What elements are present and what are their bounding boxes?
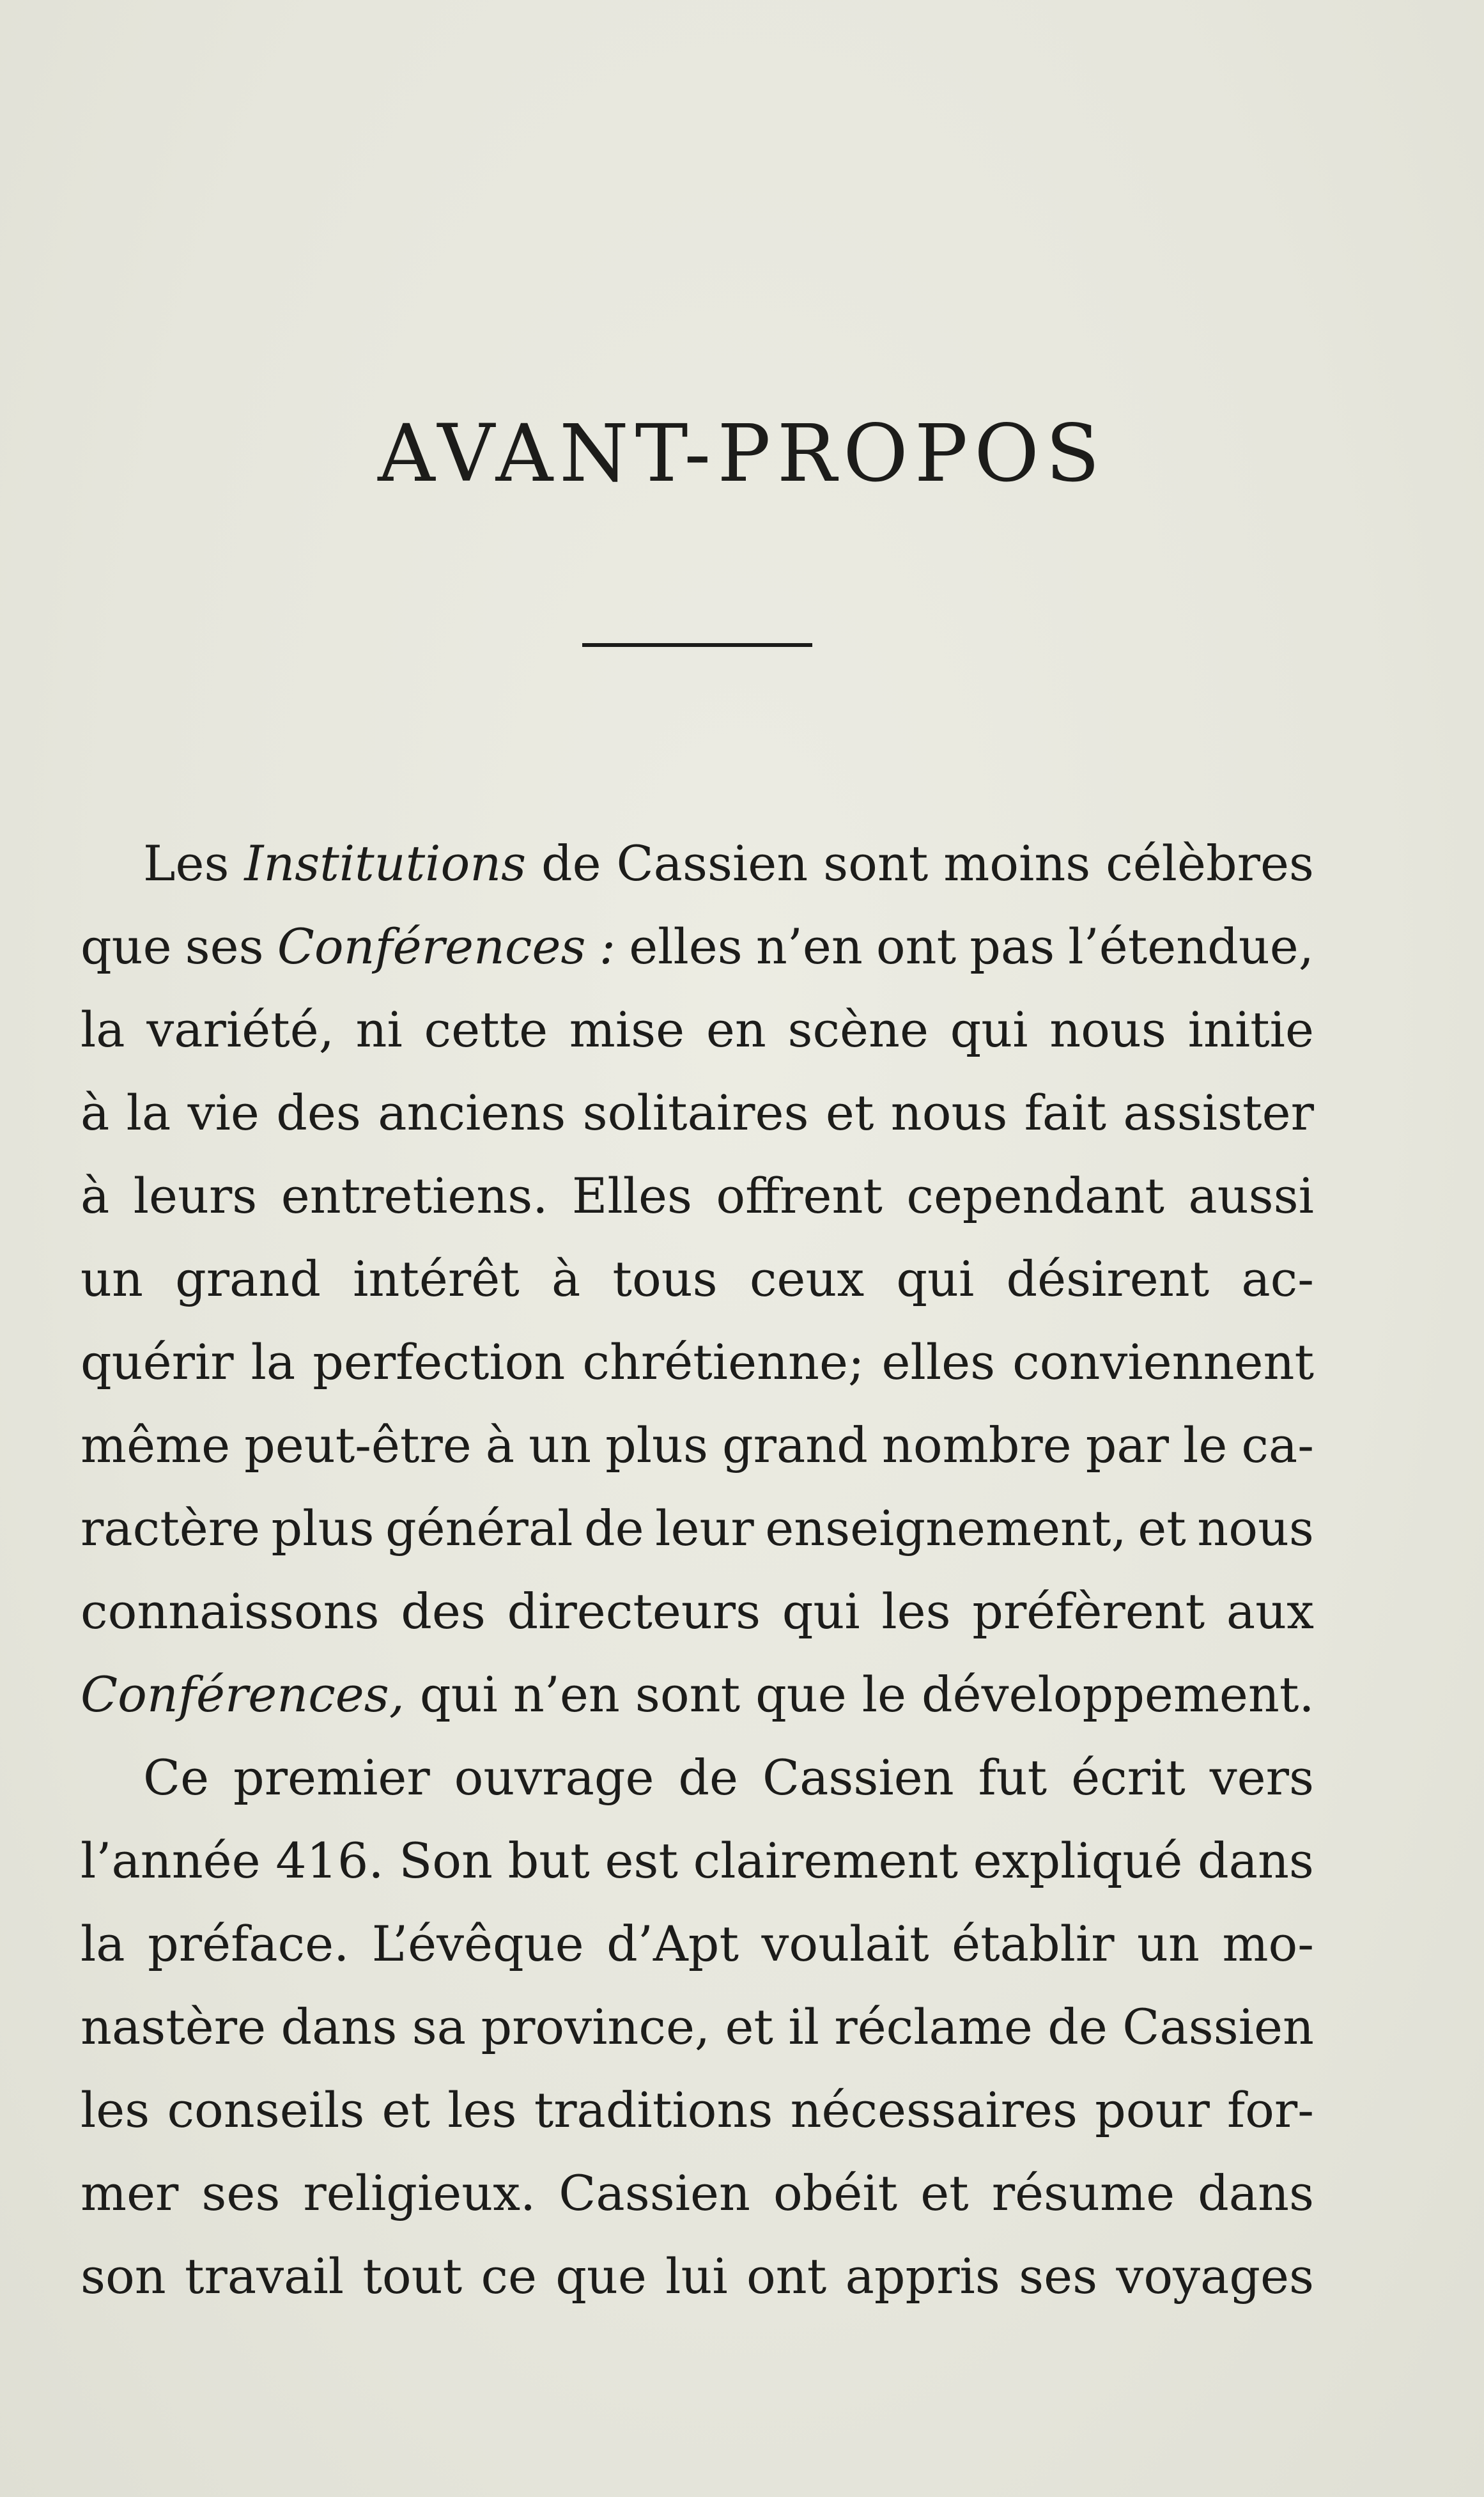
word: lui [665, 2248, 728, 2305]
word: fut [978, 1749, 1047, 1806]
word: un [529, 1417, 592, 1474]
word: : [599, 918, 616, 975]
word: voulait [761, 1915, 929, 1972]
word: les [881, 1583, 951, 1640]
word: vers [1209, 1749, 1314, 1806]
text-line [81, 2152, 1314, 2235]
word: aussi [1188, 1167, 1314, 1224]
word: ni [355, 1001, 403, 1058]
text-line [81, 988, 1314, 1071]
word: voyages [1116, 2248, 1314, 2305]
word: travail [185, 2248, 344, 2305]
word: grand [175, 1250, 321, 1307]
text-line [81, 1653, 1314, 1736]
word: et [382, 2081, 431, 2138]
word: dans [281, 1998, 398, 2055]
text-line [81, 1404, 1314, 1487]
text-line [81, 1238, 1314, 1321]
word: moins [943, 835, 1091, 892]
word: 416. [275, 1832, 384, 1889]
word: mo- [1222, 1915, 1314, 1972]
word: que [81, 918, 172, 975]
word: assister [1123, 1084, 1314, 1141]
word: fait [1024, 1084, 1107, 1141]
word: ceux [749, 1250, 865, 1307]
word: religieux. [303, 2165, 536, 2221]
word: n’en [755, 918, 863, 975]
word: cette [424, 1001, 548, 1058]
word: général [385, 1500, 573, 1557]
word: leurs [133, 1167, 258, 1224]
word: ses [185, 918, 264, 975]
word: Les [143, 835, 229, 892]
word: Cassien [1122, 1998, 1314, 2055]
word: sont [635, 1666, 741, 1723]
word: obéit [773, 2165, 898, 2221]
word: grand [722, 1417, 868, 1474]
word: nastère [81, 1998, 267, 2055]
word: ractère [81, 1500, 261, 1557]
word: la [81, 1915, 125, 1972]
word: même [81, 1417, 231, 1474]
word: en [706, 1001, 766, 1058]
word: enseignement, [765, 1500, 1127, 1557]
word: par [1085, 1417, 1169, 1474]
word: et [725, 1998, 773, 2055]
word: écrit [1071, 1749, 1186, 1806]
word: nous [1197, 1500, 1314, 1557]
word: plus [271, 1500, 375, 1557]
word: anciens [378, 1084, 566, 1141]
text-line [81, 1071, 1314, 1155]
word: province, [481, 1998, 711, 2055]
text-line [81, 1321, 1314, 1404]
word: qui [782, 1583, 860, 1640]
word: ont [876, 918, 957, 975]
word: initie [1187, 1001, 1314, 1058]
word: célèbres [1106, 835, 1314, 892]
word: leur [655, 1500, 754, 1557]
word: ce [481, 2248, 537, 2305]
word: intérêt [353, 1250, 520, 1307]
word: Cassien [616, 835, 808, 892]
title-divider [582, 643, 812, 647]
word: désirent [1006, 1250, 1210, 1307]
word: la [126, 1084, 171, 1141]
text-line [81, 1487, 1314, 1570]
word: Cassien [762, 1749, 954, 1806]
text-line [81, 2069, 1314, 2152]
word: peut-être [244, 1417, 472, 1474]
word: entretiens. [281, 1167, 548, 1224]
word: réclame [834, 1998, 1033, 2055]
word: vie [187, 1084, 259, 1141]
word: ses [1019, 2248, 1098, 2305]
word: de [678, 1749, 739, 1806]
word: résume [991, 2165, 1175, 2221]
word: l’année [81, 1832, 261, 1889]
word: n’en [513, 1666, 620, 1723]
word: à [81, 1084, 110, 1141]
word: Conférences [277, 918, 586, 975]
word: solitaires [582, 1084, 809, 1141]
page-title: AVANT-PROPOS [378, 408, 1106, 500]
word: qui [896, 1250, 975, 1307]
word: nécessaires [790, 2081, 1078, 2138]
text-line [81, 822, 1314, 905]
word: dans [1198, 2165, 1314, 2221]
word: à [551, 1250, 581, 1307]
word: que [755, 1666, 847, 1723]
word: développement. [921, 1666, 1315, 1723]
word: il [788, 1998, 819, 2055]
word: et [825, 1084, 874, 1141]
word: aux [1226, 1583, 1314, 1640]
word: nous [1049, 1001, 1166, 1058]
word: tous [612, 1250, 718, 1307]
text-line [81, 905, 1314, 988]
word: elles [629, 918, 743, 975]
word: Elles [571, 1167, 692, 1224]
word: appris [845, 2248, 1000, 2305]
word: tout [362, 2248, 463, 2305]
word: perfection [313, 1334, 566, 1390]
word: est [605, 1832, 678, 1889]
word: Institutions [244, 835, 527, 892]
word: des [276, 1084, 361, 1141]
word: directeurs [507, 1583, 761, 1640]
word: son [81, 2248, 166, 2305]
word: la [251, 1334, 296, 1390]
word: nombre [881, 1417, 1072, 1474]
text-line [81, 2235, 1314, 2318]
word: d’Apt [607, 1915, 739, 1972]
word: de [1047, 1998, 1108, 2055]
word: quérir [81, 1334, 234, 1390]
text-line [81, 1570, 1314, 1653]
word: préface. [148, 1915, 350, 1972]
word: clairement [693, 1832, 958, 1889]
word: cependant [906, 1167, 1164, 1224]
word: des [401, 1583, 486, 1640]
word: Conférences, [81, 1666, 405, 1723]
word: et [920, 2165, 969, 2221]
word: ca- [1241, 1417, 1314, 1474]
word: expliqué [973, 1832, 1183, 1889]
word: connaissons [81, 1583, 380, 1640]
word: plus [605, 1417, 708, 1474]
text-line [81, 1155, 1314, 1238]
word: elles [881, 1334, 996, 1390]
word: un [81, 1250, 143, 1307]
word: variété, [146, 1001, 334, 1058]
word: ac- [1241, 1250, 1314, 1307]
word: Son [399, 1832, 493, 1889]
word: L’évêque [371, 1915, 584, 1972]
word: ouvrage [454, 1749, 654, 1806]
word: pas [970, 918, 1055, 975]
word: les [81, 2081, 150, 2138]
word: dans [1198, 1832, 1314, 1889]
word: conviennent [1012, 1334, 1314, 1390]
word: mer [81, 2165, 179, 2221]
body-text [81, 822, 1314, 2318]
word: premier [233, 1749, 430, 1806]
word: la [81, 1001, 125, 1058]
word: le [1183, 1417, 1228, 1474]
word: but [507, 1832, 590, 1889]
word: chrétienne; [582, 1334, 865, 1390]
word: un [1137, 1915, 1200, 1972]
text-line [81, 1819, 1314, 1902]
word: mise [569, 1001, 685, 1058]
word: qui [950, 1001, 1028, 1058]
word: Cassien [559, 2165, 750, 2221]
word: sont [823, 835, 929, 892]
word: sa [412, 1998, 467, 2055]
word: traditions [534, 2081, 773, 2138]
word: nous [890, 1084, 1008, 1141]
word: conseils [167, 2081, 365, 2138]
word: que [555, 2248, 647, 2305]
word: et [1138, 1500, 1186, 1557]
text-line [81, 1986, 1314, 2069]
word: for- [1227, 2081, 1314, 2138]
word: Ce [143, 1749, 210, 1806]
text-line [81, 1736, 1314, 1819]
word: à [81, 1167, 110, 1224]
word: préfèrent [972, 1583, 1205, 1640]
word: ont [746, 2248, 827, 2305]
word: les [447, 2081, 517, 2138]
word: qui [419, 1666, 498, 1723]
word: pour [1095, 2081, 1210, 2138]
text-line [81, 1902, 1314, 1986]
word: le [862, 1666, 906, 1723]
word: scène [787, 1001, 929, 1058]
word: à [485, 1417, 515, 1474]
word: ses [201, 2165, 281, 2221]
word: offrent [716, 1167, 883, 1224]
word: l’étendue, [1068, 918, 1314, 975]
word: établir [952, 1915, 1115, 1972]
word: de [584, 1500, 644, 1557]
word: de [541, 835, 601, 892]
